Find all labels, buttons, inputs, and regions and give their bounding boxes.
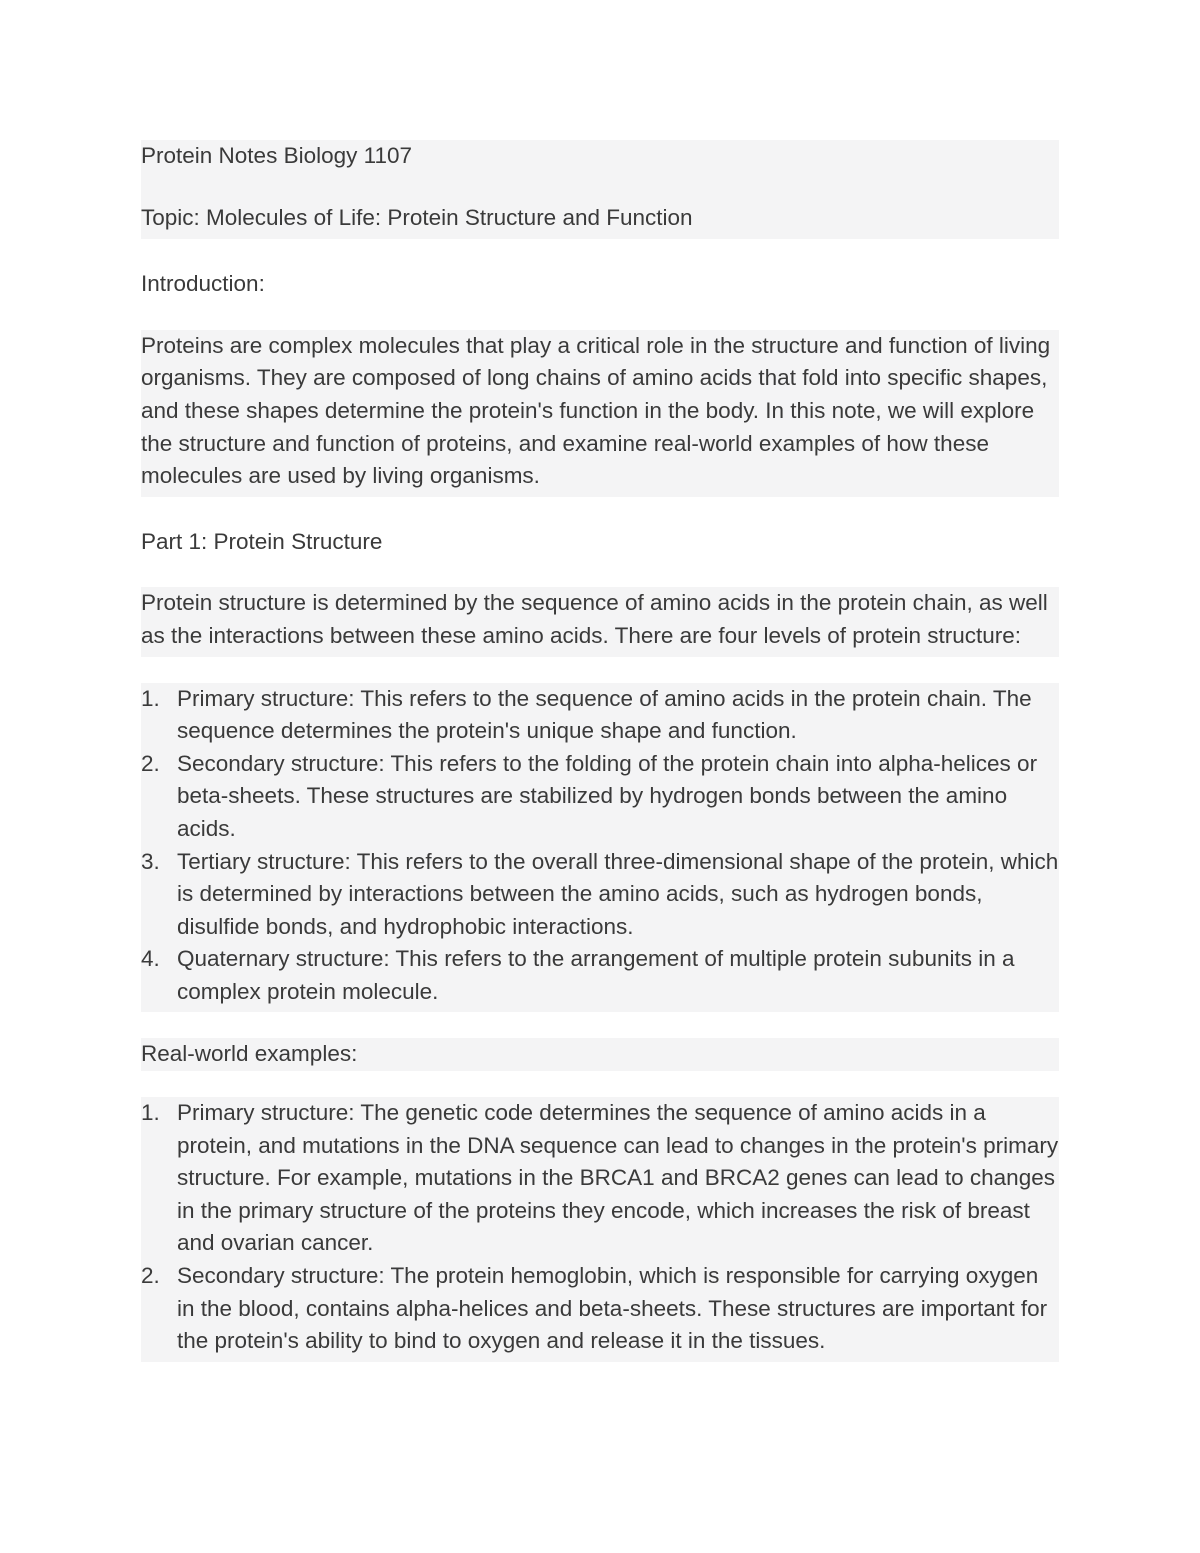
list-item-text: Secondary structure: This refers to the folding of the protein chain into alpha-helices or beta-sheets. These structures are stabilized by hydrogen bonds between the amino acids.	[177, 750, 1038, 841]
examples-list	[141, 1097, 1059, 1362]
list-item	[141, 1260, 1059, 1358]
document-title: Protein Notes Biology 1107	[141, 143, 412, 168]
structure-levels-list	[141, 683, 1059, 1013]
examples-heading-block	[141, 1038, 1059, 1071]
list-item-text: Primary structure: The genetic code determines the sequence of amino acids in a protein, and mutations in the DNA sequence can lead to changes in the protein's primary structure. For example, mutations in the BRCA1 and BRCA2 genes can lead to changes in the primary structure of the proteins they encode, which increases the risk of breast and ovarian cancer.	[177, 1100, 1059, 1256]
list-item-text: Quaternary structure: This refers to the arrangement of multiple protein subunits in a complex protein molecule.	[177, 946, 1015, 1004]
list-item	[141, 683, 1059, 748]
list-number: 2.	[141, 1263, 160, 1289]
part1-intro-block	[141, 587, 1059, 656]
list-item	[141, 943, 1059, 1008]
list-item	[141, 1097, 1059, 1260]
list-number: 1.	[141, 685, 160, 711]
examples-heading: Real-world examples:	[141, 1041, 358, 1067]
document-topic: Topic: Molecules of Life: Protein Structure and Function	[141, 204, 693, 230]
list-item	[141, 748, 1059, 846]
list-item-text: Secondary structure: The protein hemoglobin, which is responsible for carrying oxygen in the blood, contains alpha-helices and beta-sheets. These structures are important for the protein's ability to bind to oxygen and release it in the tissues.	[177, 1263, 1048, 1354]
title-block	[141, 140, 1059, 239]
introduction-heading: Introduction:	[141, 271, 265, 297]
document-body	[141, 140, 1059, 1362]
list-item-text: Primary structure: This refers to the sequence of amino acids in the protein chain. The sequence determines the protein's unique shape and function.	[177, 685, 1032, 744]
list-number: 1.	[141, 1100, 160, 1126]
introduction-block	[141, 330, 1059, 497]
part1-heading: Part 1: Protein Structure	[141, 528, 383, 554]
introduction-paragraph: Proteins are complex molecules that play a critical role in the structure and function of living organisms. They are composed of long chains of amino acids that fold into specific shapes, and these shapes determine the protein's function in the body. In this note, we will explore the structure and function of proteins, and examine real-world examples of how these molecules are used by living organisms.	[141, 332, 1051, 489]
list-number: 4.	[141, 946, 160, 972]
list-number: 3.	[141, 848, 160, 874]
list-number: 2.	[141, 750, 160, 776]
list-item	[141, 846, 1059, 944]
part1-paragraph: Protein structure is determined by the sequence of amino acids in the protein chain, as well as the interactions between these amino acids. There are four levels of protein structure:	[141, 590, 1048, 648]
list-item-text: Tertiary structure: This refers to the overall three-dimensional shape of the protein, which is determined by interactions between the amino acids, such as hydrogen bonds, disulfide bonds, and hydrophobic interactions.	[177, 848, 1059, 939]
